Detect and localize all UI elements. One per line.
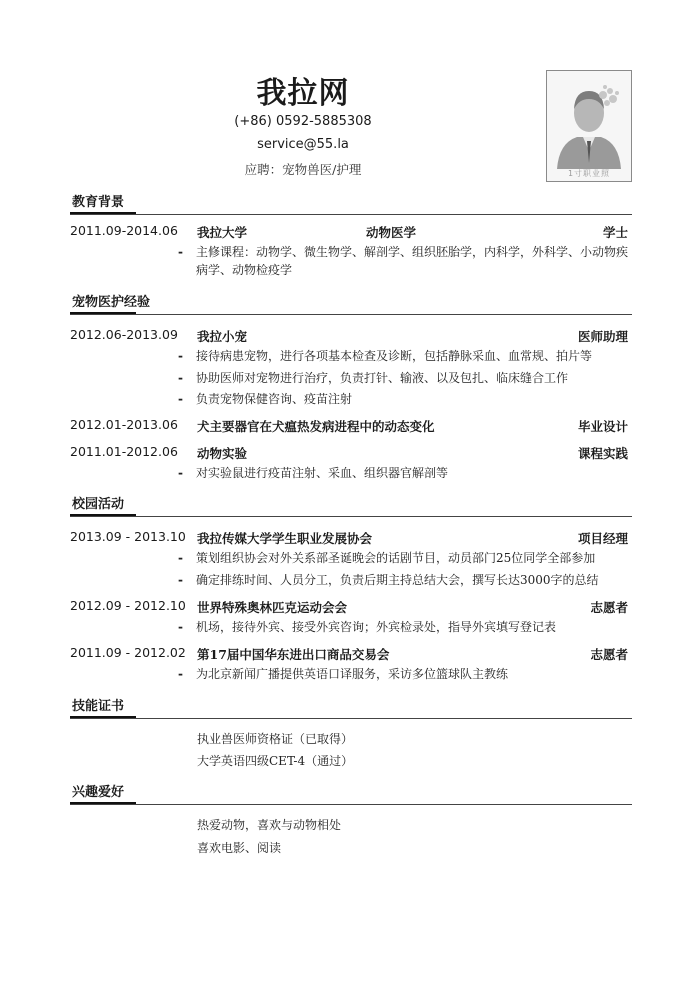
section-skills (70, 697, 632, 719)
section-divider (70, 314, 632, 315)
list-item: 喜欢电影、阅读 (197, 841, 282, 855)
photo-caption: 1寸职业照 (567, 169, 611, 178)
entry-role: 医师助理 (577, 329, 628, 344)
phone-number: (+86) 0592-5885308 (234, 114, 372, 129)
list-item: - 主修课程：动物学、微生物学、解剖学、组织胚胎学，内科学，外科学、小动物疾病学、动物检疫学 (178, 245, 629, 277)
section-title: 校园活动 (72, 497, 125, 512)
section-divider (70, 804, 632, 805)
section-title: 教育背景 (72, 195, 125, 210)
entry-date: 2012.06-2013.09 (70, 327, 178, 342)
list-item: - 对实验鼠进行疫苗注射、采血、组织器官解剖等 (178, 466, 449, 480)
section-campus (70, 495, 632, 517)
entry-role: 志愿者 (590, 647, 628, 662)
profile-photo (546, 70, 632, 182)
section-title: 技能证书 (72, 699, 125, 714)
campus-entry (70, 645, 632, 665)
experience-entry (70, 444, 632, 464)
person-silhouette-icon (547, 71, 631, 181)
list-item: - 接待病患宠物，进行各项基本检查及诊断，包括静脉采血、血常规、拍片等 (178, 349, 593, 363)
entry-role: 课程实践 (577, 446, 628, 461)
entry-org: 犬主要器官在犬瘟热发病进程中的动态变化 (197, 419, 435, 434)
section-education (70, 193, 632, 215)
entry-date: 2013.09 - 2013.10 (70, 529, 186, 544)
list-item: 热爱动物，喜欢与动物相处 (197, 818, 342, 832)
entry-major: 动物医学 (366, 225, 417, 240)
section-divider (70, 718, 632, 719)
applied-position: 应聘：宠物兽医/护理 (244, 162, 362, 177)
list-item: 大学英语四级CET-4（通过） (197, 754, 354, 768)
list-item: - 策划组织协会对外关系部圣诞晚会的话剧节目，动员部门25位同学全部参加 (178, 551, 596, 565)
entry-date: 2011.01-2012.06 (70, 444, 178, 459)
entry-org: 我拉传媒大学学生职业发展协会 (197, 531, 373, 546)
list-item: 执业兽医师资格证（已取得） (197, 732, 354, 746)
section-title: 兴趣爱好 (72, 785, 125, 800)
email-address: service@55.la (257, 137, 349, 152)
list-item: - 协助医师对宠物进行治疗，负责打针、输液、以及包扎、临床缝合工作 (178, 371, 569, 385)
section-divider (70, 516, 632, 517)
entry-role: 毕业设计 (577, 419, 628, 434)
entry-org: 我拉小宠 (197, 329, 248, 344)
section-hobbies (70, 783, 632, 805)
entry-org: 世界特殊奥林匹克运动会会 (197, 600, 348, 615)
entry-role: 项目经理 (577, 531, 628, 546)
campus-entry (70, 529, 632, 549)
entry-role: 志愿者 (590, 600, 628, 615)
list-item: - 机场，接待外宾、接受外宾咨询；外宾检录处，指导外宾填写登记表 (178, 620, 557, 634)
experience-entry (70, 417, 632, 437)
entry-date: 2011.09 - 2012.02 (70, 645, 186, 660)
entry-date: 2011.09-2014.06 (70, 223, 178, 238)
entry-date: 2012.09 - 2012.10 (70, 598, 186, 613)
entry-degree: 学士 (602, 225, 628, 240)
section-experience (70, 293, 632, 315)
education-entry (70, 223, 632, 243)
list-item: - 确定排练时间、人员分工，负责后期主持总结大会，撰写长达3000字的总结 (178, 573, 599, 587)
section-title: 宠物医护经验 (72, 295, 151, 310)
entry-org: 第17届中国华东进出口商品交易会 (197, 647, 390, 662)
experience-entry (70, 327, 632, 347)
entry-school: 我拉大学 (197, 225, 248, 240)
list-item: - 负责宠物保健咨询、疫苗注射 (178, 392, 353, 406)
section-divider (70, 214, 632, 215)
applicant-name: 我拉网 (256, 76, 350, 111)
campus-entry (70, 598, 632, 618)
resume-header (0, 0, 700, 200)
entry-org: 动物实验 (197, 446, 248, 461)
list-item: - 为北京新闻广播提供英语口译服务，采访多位篮球队主教练 (178, 667, 509, 681)
entry-date: 2012.01-2013.06 (70, 417, 178, 432)
